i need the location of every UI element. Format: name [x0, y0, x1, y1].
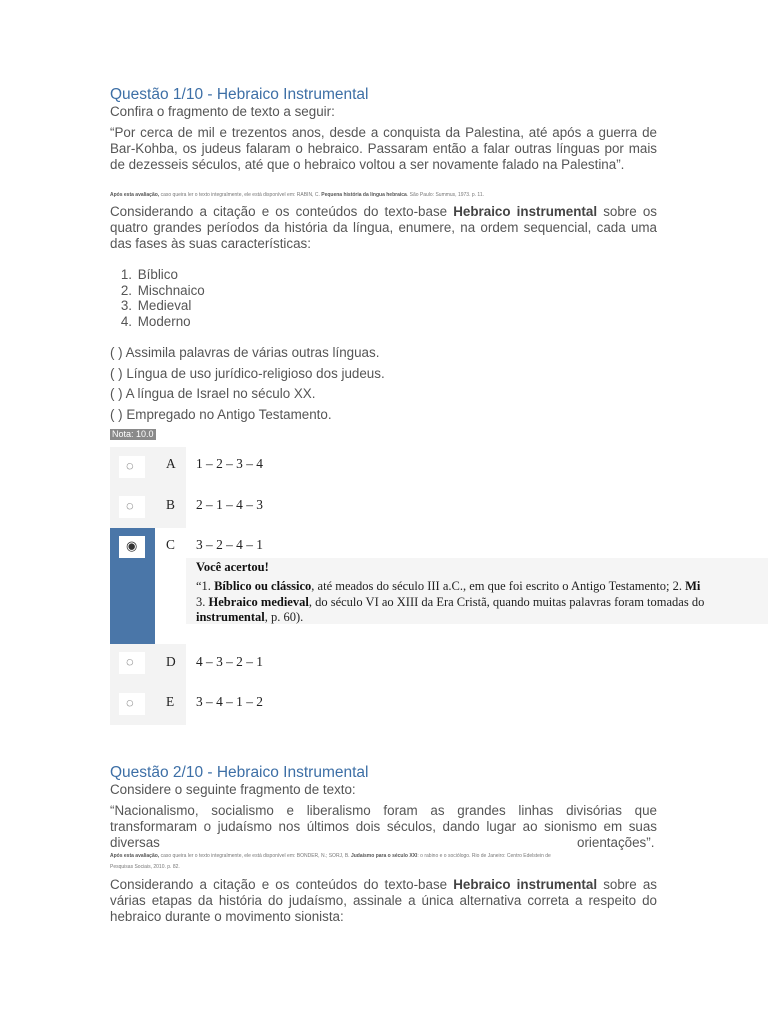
option-c-radio[interactable] [119, 536, 145, 558]
option-d-radio[interactable] [119, 652, 145, 674]
option-e-letter[interactable]: E [166, 694, 175, 709]
statement-item: ( ) Empregado no Antigo Testamento. [110, 407, 332, 423]
option-b-letter[interactable]: B [166, 497, 175, 512]
phase-number: 3. [120, 298, 132, 313]
phase-number: 1. [120, 267, 132, 282]
feedback-line-1 [196, 578, 700, 594]
feedback-text: “1. [196, 579, 215, 593]
phase-item [110, 314, 205, 330]
radio-selected-icon: ◉ [126, 538, 138, 553]
option-b-value[interactable]: 2 – 1 – 4 – 3 [196, 497, 263, 512]
feedback-bold: instrumental [196, 610, 265, 624]
citation-tail: : o rabino e o sociólogo. Rio de Janeiro: Centro Edelstein de [417, 853, 551, 859]
option-e-radio[interactable] [119, 693, 145, 715]
citation-book: Judaísmo para o século XXI [350, 853, 418, 859]
prompt-bold: Hebraico instrumental [453, 877, 598, 892]
option-d-letter[interactable]: D [166, 654, 176, 669]
feedback-title: Você acertou! [196, 560, 269, 574]
option-a-value[interactable]: 1 – 2 – 3 – 4 [196, 456, 263, 471]
prompt-text: Considerando a citação e os conteúdos do texto-base [110, 877, 454, 892]
phase-list [110, 267, 205, 329]
feedback-text: , do século VI ao XIII da Era Cristã, quando muitas palavras foram tomadas do [308, 595, 705, 609]
prompt-text-end: sobre as várias etapas da história do judaísmo, assinale a única alternativa correta a respeito do hebraico durante o movimento sionista: [110, 877, 657, 924]
feedback-text: , até meados do século III a.C., em que foi escrito o Antigo Testamento; 2. [311, 579, 686, 593]
question-2-quote-end: orientações”. [577, 835, 655, 850]
radio-empty-icon: ◌ [126, 458, 134, 473]
question-2-title: Questão 2/10 - Hebraico Instrumental [110, 764, 369, 781]
question-1-citation [110, 192, 484, 199]
phase-item [110, 267, 205, 283]
statement-item: ( ) Assimila palavras de várias outras línguas. [110, 345, 380, 360]
phase-number: 2. [120, 282, 132, 298]
feedback-text: , p. 60). [264, 610, 304, 624]
option-b-radio[interactable] [119, 496, 145, 518]
option-c-value[interactable]: 3 – 2 – 4 – 1 [196, 537, 263, 552]
question-1-intro: Confira o fragmento de texto a seguir: [110, 104, 335, 119]
prompt-text-end: sobre os quatro grandes períodos da história da língua, enumere, na ordem sequencial, cada uma das fases às suas características: [110, 204, 657, 251]
feedback-text: 3. [196, 595, 209, 609]
statement-list [110, 343, 385, 426]
citation-text: caso queira ler o texto integralmente, ele está disponível em: BONDER, N.; SORJ, B. [159, 853, 351, 859]
question-2-citation [110, 853, 551, 860]
option-a-radio[interactable] [119, 456, 145, 478]
question-2-prompt [110, 877, 657, 925]
statement-item: ( ) A língua de Israel no século XX. [110, 386, 316, 402]
phase-number: 4. [120, 313, 132, 329]
radio-empty-icon: ◌ [126, 498, 134, 513]
citation-text: caso queira ler o texto integralmente, ele está disponível em: RABIN, C. [159, 192, 322, 198]
answer-options [110, 447, 768, 725]
phase-label: Medieval [137, 298, 192, 313]
citation-lead: Após esta avaliação, [110, 192, 160, 198]
phase-item [110, 283, 205, 299]
phase-label: Mischnaico [137, 282, 205, 298]
feedback-bold: Bíblico ou clássico [214, 579, 312, 593]
option-c-letter[interactable]: C [166, 537, 175, 552]
radio-empty-icon: ◌ [126, 654, 134, 669]
feedback-bold: Hebraico medieval [208, 595, 309, 609]
question-2-intro: Considere o seguinte fragmento de texto: [110, 782, 356, 797]
radio-empty-icon: ◌ [126, 695, 134, 710]
citation-tail: . São Paulo: Summus, 1973. p. 11. [406, 192, 485, 198]
question-1-title: Questão 1/10 - Hebraico Instrumental [110, 86, 369, 103]
statement-item: ( ) Língua de uso jurídico-religioso dos judeus. [110, 365, 385, 381]
option-d-value[interactable]: 4 – 3 – 2 – 1 [196, 654, 263, 669]
prompt-text: Considerando a citação e os conteúdos do texto-base [110, 204, 454, 219]
citation-book: Pequena história da língua hebraica [321, 192, 407, 198]
option-a-letter[interactable]: A [166, 456, 176, 471]
grade-badge: Nota: 10.0 [112, 429, 154, 439]
citation-lead: Após esta avaliação, [110, 853, 160, 859]
question-1-quote: “Por cerca de mil e trezentos anos, desde a conquista da Palestina, até após a guerra de Bar-Kohba, os judeus falaram o hebraico. Passaram então a falar outras línguas por mais de dezesseis séculos, até que o hebraico voltou a ser novamente falado na Palestina”. [110, 125, 657, 172]
feedback-bold: Mi [685, 579, 701, 593]
question-2-citation-line-2: Pesquisas Sociais, 2010. p. 82. [110, 864, 180, 870]
prompt-bold: Hebraico instrumental [453, 204, 598, 219]
phase-label: Moderno [137, 313, 191, 329]
feedback-line-2 [196, 594, 704, 610]
question-1-prompt [110, 204, 657, 252]
question-2-quote: “Nacionalismo, socialismo e liberalismo foram as grandes linhas divisórias que transformaram o judaísmo nos últimos dois séculos, dando lugar ao sionismo em suas diversas [110, 803, 657, 850]
phase-label: Bíblico [137, 267, 178, 282]
option-e-value[interactable]: 3 – 4 – 1 – 2 [196, 694, 263, 709]
feedback-line-3 [196, 609, 303, 625]
phase-item [110, 298, 205, 314]
